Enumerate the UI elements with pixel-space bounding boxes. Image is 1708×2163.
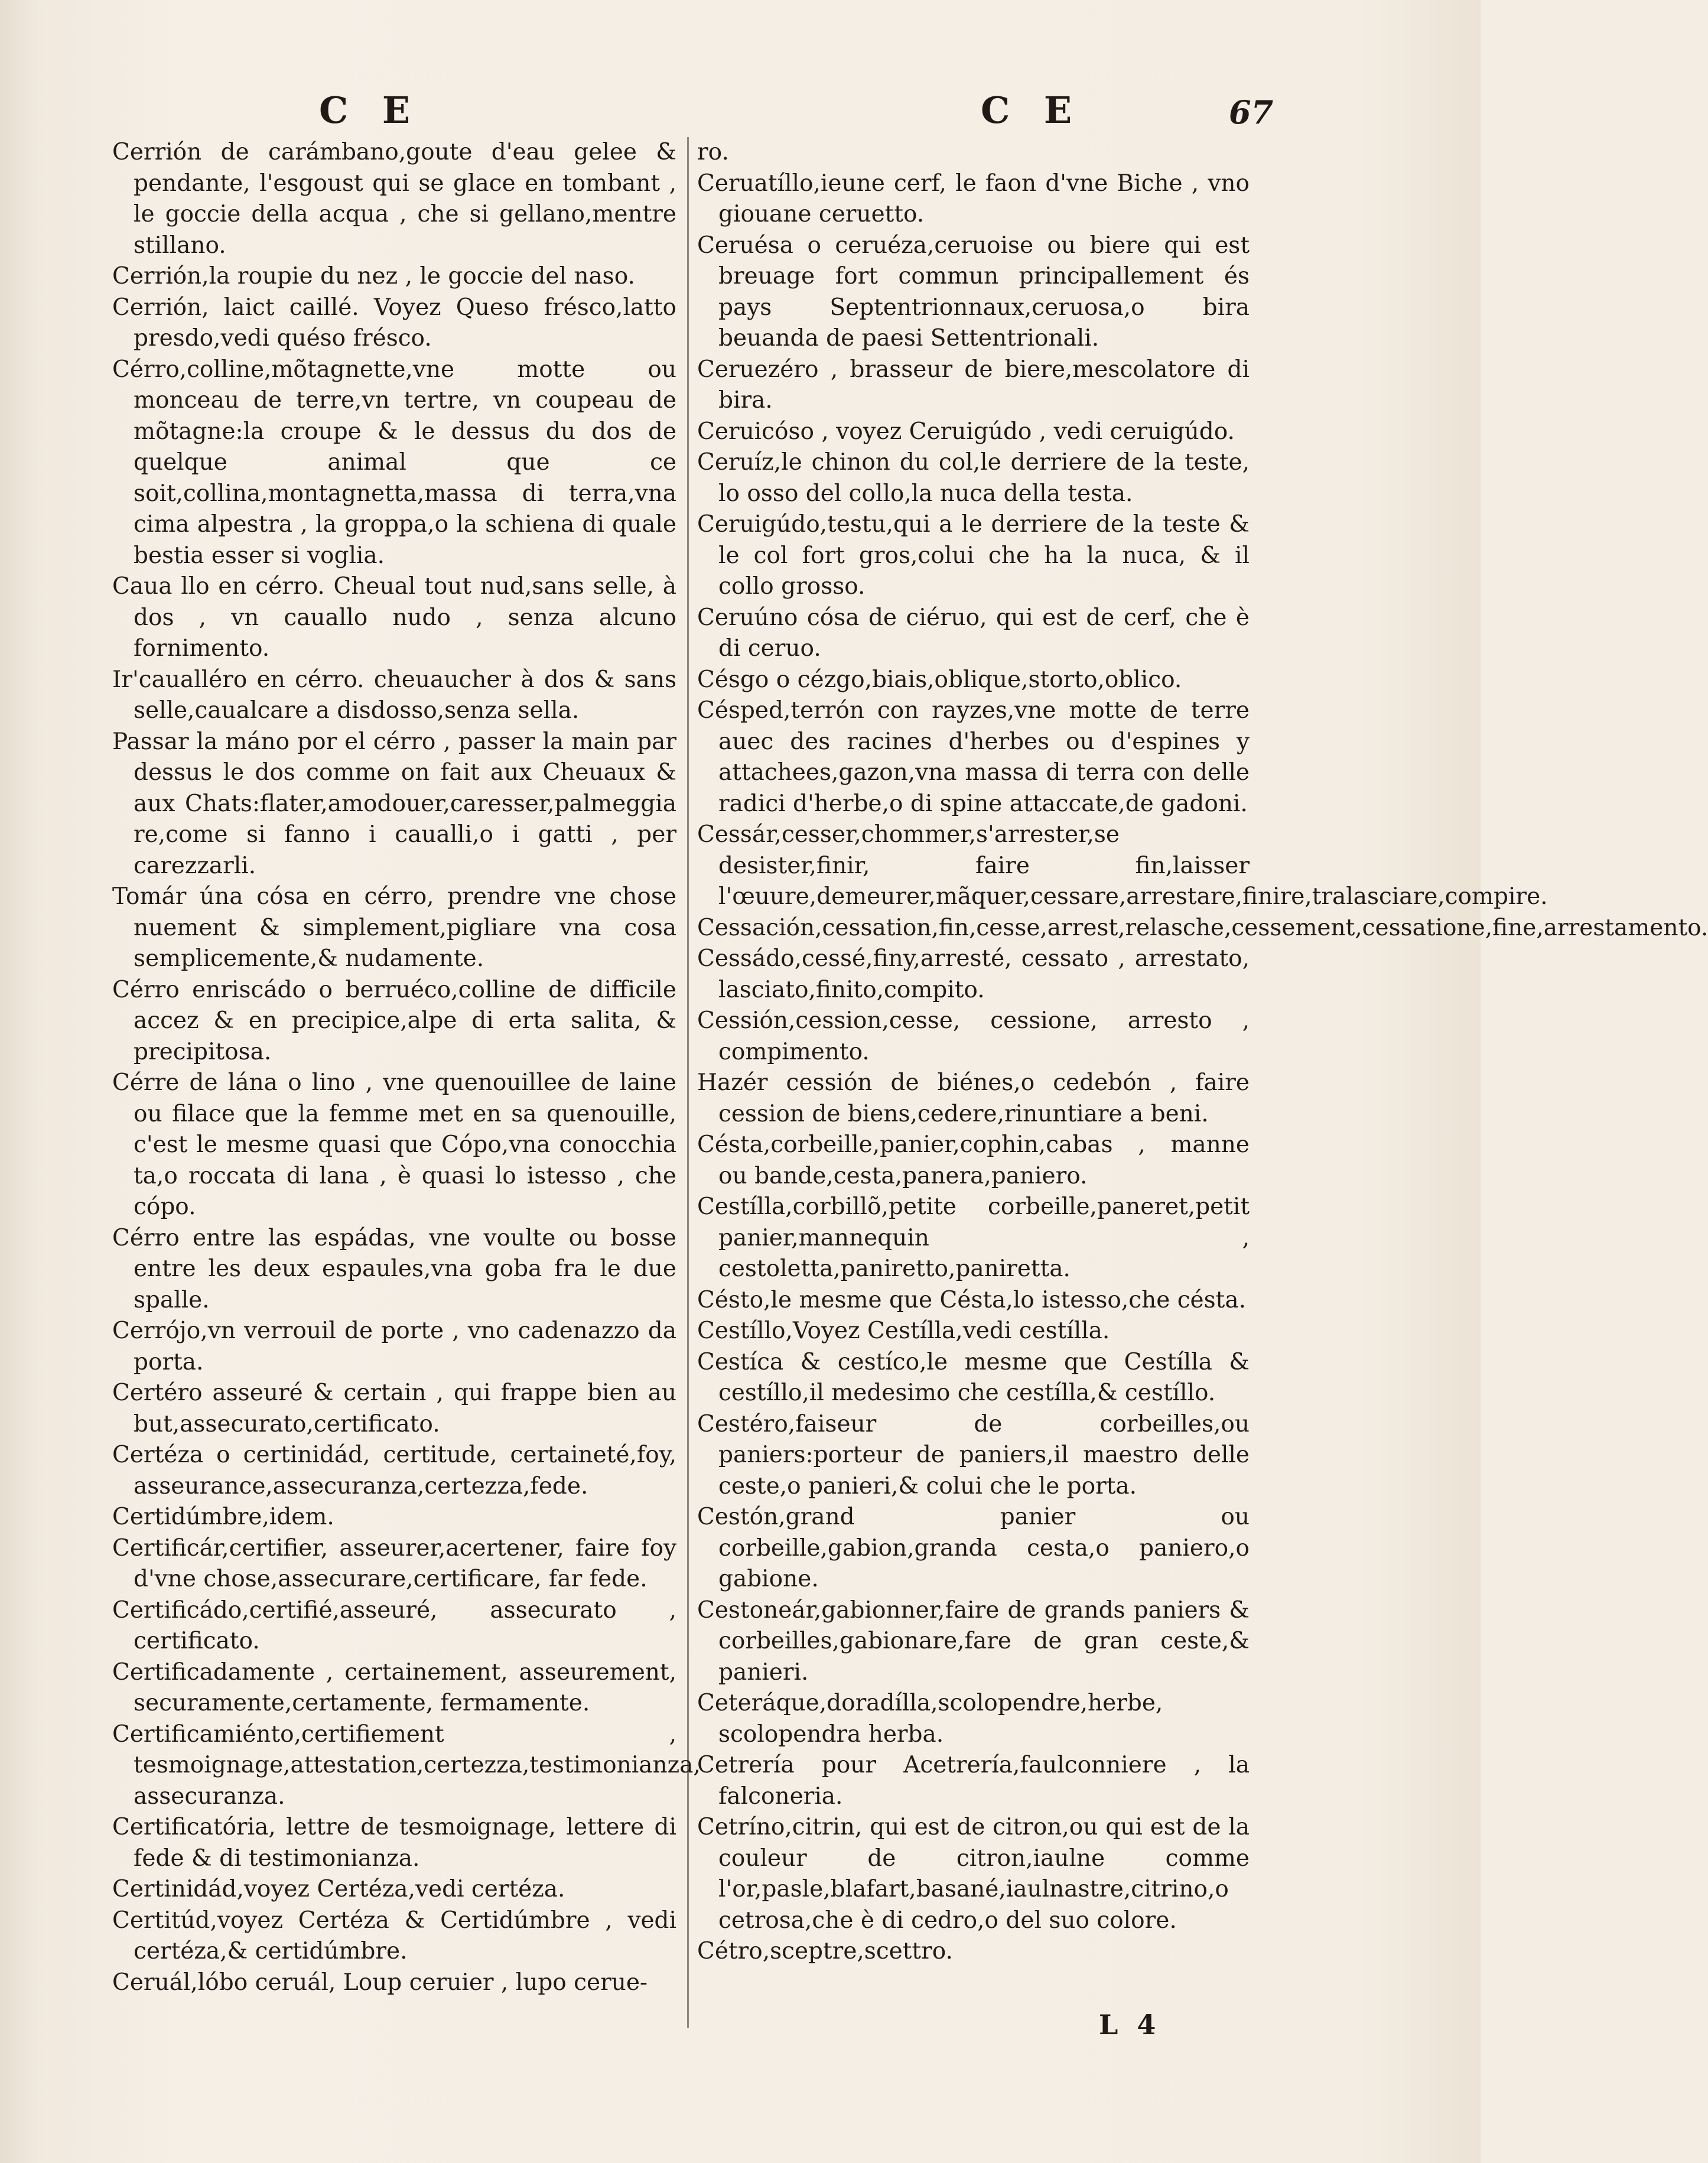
entry: Certitúd,voyez Certéza & Certidúmbre , vedi certéza,& certidúmbre. bbox=[112, 1907, 676, 1964]
entry: Caua llo en cérro. Cheual tout nud,sans selle, à dos , vn cauallo nudo , senza alcuno fornimento. bbox=[112, 573, 676, 662]
entry: Cérro,colline,mõtagnette,vne motte ou monceau de terre,vn tertre, vn coupeau de mõtagne:la croupe & le dessus du dos de quelque animal que ce soit,collina,montagnetta,massa di terra,vna cima alpestra , la groppa,o la schiena di quale bestia esser si voglia. bbox=[112, 356, 676, 569]
entry: Cerrión de carámbano,goute d'eau gelee & pendante, l'esgoust qui se glace en tombant , le goccie della acqua , che si gellano,mentre stillano. bbox=[112, 139, 676, 259]
entry: Certidúmbre,idem. bbox=[112, 1504, 334, 1530]
entry: Cestéro,faiseur de corbeilles,ou paniers:porteur de paniers,il maestro delle ceste,o panieri,& colui che le porta. bbox=[697, 1410, 1250, 1500]
entry: Cerrión, laict caillé. Voyez Queso frésco,latto presdo,vedi quéso frésco. bbox=[112, 294, 676, 352]
entry: Cessádo,cessé,finy,arresté, cessato , arrestato, lasciato,finito,compito. bbox=[697, 945, 1250, 1003]
entry: Cérro entre las espádas, vne voulte ou bosse entre les deux espaules,vna goba fra le due spalle. bbox=[112, 1224, 676, 1313]
entry: Césto,le mesme que Césta,lo istesso,che césta. bbox=[697, 1286, 1246, 1313]
entry: Cetríno,citrin, qui est de citron,ou qui est de la couleur de citron,iaulne comme l'or,pasle,blafart,basané,iaulnastre,citrino,o cetrosa,che è di cedro,o del suo colore. bbox=[697, 1814, 1250, 1934]
header-right-letters: C E bbox=[981, 89, 1083, 132]
column-divider bbox=[687, 137, 689, 2028]
entry: Ceruigúdo,testu,qui a le derriere de la teste & le col fort gros,colui che ha la nuca, & il collo grosso. bbox=[697, 511, 1250, 600]
entry: Certéro asseuré & certain , qui frappe bien au but,assecurato,certificato. bbox=[112, 1380, 676, 1437]
entry: Certinidád,voyez Certéza,vedi certéza. bbox=[112, 1876, 565, 1902]
signature-mark: L 4 bbox=[1099, 2009, 1161, 2041]
entry: Cessár,cesser,chommer,s'arrester,se desister,finir, faire fin,laisser l'œuure,demeurer,mãquer,cessare,arrestare,finire,tralasciare,compire. bbox=[697, 821, 1548, 910]
entry: Cessión,cession,cesse, cessione, arresto , compimento. bbox=[697, 1007, 1250, 1065]
entry: Ceruicóso , voyez Ceruigúdo , vedi ceruigúdo. bbox=[697, 418, 1235, 445]
entry: Tomár úna cósa en cérro, prendre vne chose nuement & simplement,pigliare vna cosa semplicemente,& nudamente. bbox=[112, 883, 676, 972]
entry: Certificatória, lettre de tesmoignage, lettere di fede & di testimonianza. bbox=[112, 1814, 676, 1872]
entry: Certificamiénto,certifiement , tesmoignage,attestation,certezza,testimonianza, assecuranza. bbox=[112, 1720, 701, 1810]
entry: Ceruúno cósa de ciéruo, qui est de cerf, che è di ceruo. bbox=[697, 604, 1250, 662]
left-column bbox=[112, 137, 701, 1998]
running-header bbox=[0, 89, 1481, 136]
entry: Cetrería pour Acetrería,faulconniere , la falconeria. bbox=[697, 1752, 1250, 1810]
entry: Cérro enriscádo o berruéco,colline de difficile accez & en precipice,alpe di erta salita, & precipitosa. bbox=[112, 976, 676, 1065]
entry: Cerrójo,vn verrouil de porte , vno cadenazzo da porta. bbox=[112, 1318, 676, 1375]
entry: ro. bbox=[697, 139, 729, 165]
entry: Ir'caualléro en cérro. cheuaucher à dos & sans selle,caualcare a disdosso,senza sella. bbox=[112, 666, 676, 724]
entry: Certéza o certinidád, certitude, certaineté,foy, asseurance,assecuranza,certezza,fede. bbox=[112, 1442, 676, 1500]
entry: Cestoneár,gabionner,faire de grands paniers & corbeilles,gabionare,fare de gran ceste,& panieri. bbox=[697, 1596, 1250, 1686]
entry: Certificadamente , certainement, asseurement, securamente,certamente, fermamente. bbox=[112, 1658, 676, 1716]
entry: Césta,corbeille,panier,cophin,cabas , manne ou bande,cesta,panera,paniero. bbox=[697, 1131, 1250, 1189]
entry: Cerrión,la roupie du nez , le goccie del naso. bbox=[112, 263, 635, 290]
entry: Césgo o cézgo,biais,oblique,storto,oblico. bbox=[697, 666, 1182, 693]
entry: Cérre de lána o lino , vne quenouillee de laine ou filace que la femme met en sa quenouille, c'est le mesme quasi que Cópo,vna conocchia ta,o roccata di lana , è quasi lo istesso , che cópo. bbox=[112, 1069, 676, 1220]
entry: Ceteráque,doradílla,scolopendre,herbe, scolopendra herba. bbox=[697, 1690, 1163, 1748]
entry: Ceruezéro , brasseur de biere,mescolatore di bira. bbox=[697, 356, 1250, 414]
entry: Césped,terrón con rayzes,vne motte de terre auec des racines d'herbes ou d'espines y attachees,gazon,vna massa di terra con delle radici d'herbe,o di spine attaccate,de gadoni. bbox=[697, 697, 1250, 817]
entry: Cessación,cessation,fin,cesse,arrest,relasche,cessement,cessatione,fine,arrestamento. bbox=[697, 914, 1708, 941]
page-number: 67 bbox=[1229, 93, 1274, 131]
entry: Passar la máno por el cérro , passer la main par dessus le dos comme on fait aux Cheuaux & aux Chats:flater,amodouer,caresser,palmeggia re,come si fanno i caualli,o i gatti , per carezzarli. bbox=[112, 728, 676, 879]
entry: Cestíllo,Voyez Cestílla,vedi cestílla. bbox=[697, 1318, 1110, 1344]
right-column bbox=[697, 137, 1708, 1967]
entry: Cestíca & cestíco,le mesme que Cestílla & cestíllo,il medesimo che cestílla,& cestíllo. bbox=[697, 1348, 1250, 1406]
entry: Ceruatíllo,ieune cerf, le faon d'vne Biche , vno giouane ceruetto. bbox=[697, 170, 1250, 227]
entry: Ceruál,lóbo ceruál, Loup ceruier , lupo cerue- bbox=[112, 1969, 648, 1996]
entry: Cestón,grand panier ou corbeille,gabion,granda cesta,o paniero,o gabione. bbox=[697, 1504, 1250, 1592]
entry: Hazér cessión de biénes,o cedebón , faire cession de biens,cedere,rinuntiare a beni. bbox=[697, 1069, 1250, 1127]
entry: Cestílla,corbillõ,petite corbeille,paneret,petit panier,mannequin , cestoletta,paniretto,paniretta. bbox=[697, 1193, 1250, 1282]
entry: Ceruíz,le chinon du col,le derriere de la teste, lo osso del collo,la nuca della testa. bbox=[697, 449, 1250, 507]
entry: Ceruésa o ceruéza,ceruoise ou biere qui est breuage fort commun principallement és pays Septentrionnaux,ceruosa,o bira beuanda de paesi Settentrionali. bbox=[697, 232, 1250, 352]
header-left-letters: C E bbox=[319, 89, 421, 132]
entry: Certificár,certifier, asseurer,acertener, faire foy d'vne chose,assecurare,certificare, far fede. bbox=[112, 1534, 676, 1592]
entry: Certificádo,certifié,asseuré, assecurato , certificato. bbox=[112, 1596, 676, 1654]
entry: Cétro,sceptre,scettro. bbox=[697, 1938, 953, 1964]
